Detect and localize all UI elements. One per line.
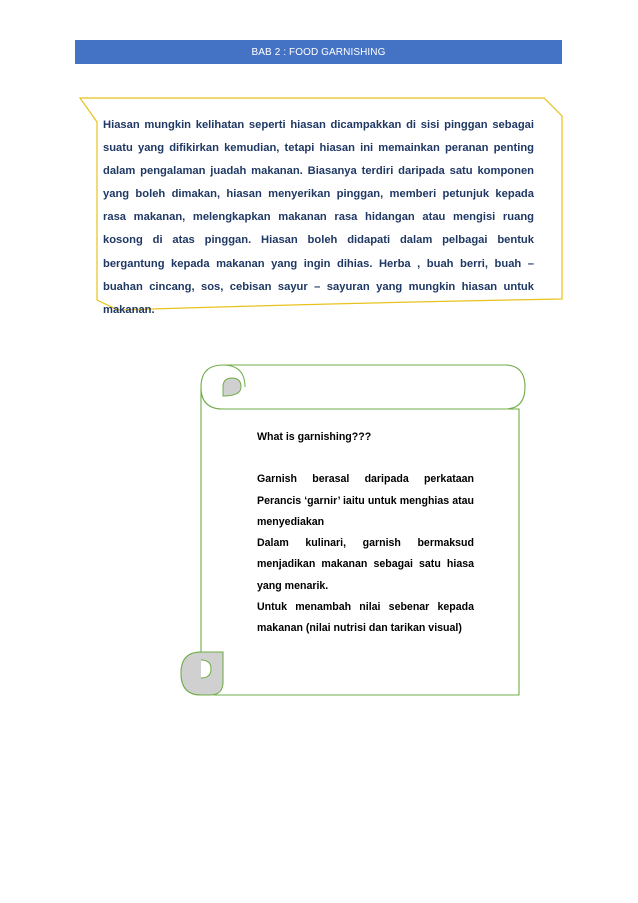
culinary-paragraph: Dalam kulinari, garnish bermaksud menjadikan makanan sebagai satu hiasa yang menarik.: [257, 537, 474, 592]
garnish-intro-text: Hiasan mungkin kelihatan seperti hiasan dicampakkan di sisi pinggan sebagai suatu yang difikirkan kemudian, tetapi hiasan ini memainkan peranan penting dalam pengalaman juadah makanan. Biasanya terdiri daripada satu komponen yang boleh dimakan, hiasan menyerikan pinggan, memberi petunjuk kepada rasa makanan, melengkapkan makanan rasa hidangan atau mengisi ruang kosong di atas pinggan. Hiasan boleh didapati dalam pelbagai bentuk bergantung kepada makanan yang ingin dihias. Herba , buah berri, buah – buahan cincang, sos, cebisan sayur – sayuran yang mungkin hiasan untuk makanan.: [103, 119, 534, 316]
definition-paragraph: Garnish berasal daripada perkataan Perancis ‘garnir’ iaitu untuk menghias atau menyediakan: [257, 473, 474, 528]
value-paragraph: Untuk menambah nilai sebenar kepada makanan (nilai nutrisi dan tarikan visual): [257, 601, 474, 635]
scroll-content: [257, 427, 474, 640]
header-title: BAB 2 : FOOD GARNISHING: [251, 46, 386, 58]
garnishing-heading: What is garnishing???: [257, 431, 372, 443]
